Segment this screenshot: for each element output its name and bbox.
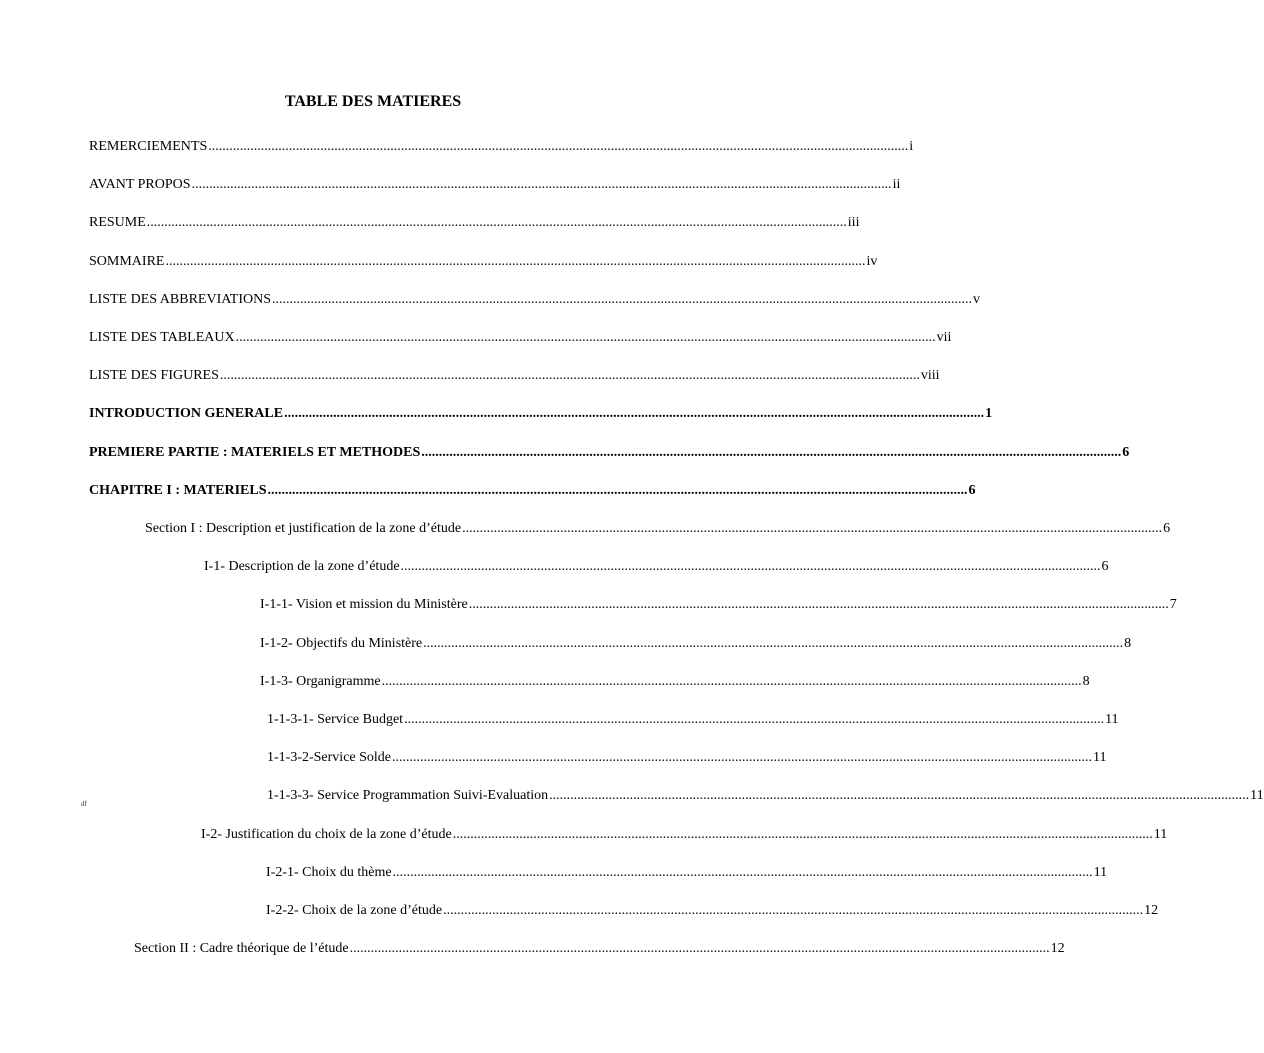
toc-entry <box>89 253 878 271</box>
toc-entry-label: I-1-3- Organigramme <box>260 673 381 689</box>
margin-note: df <box>81 800 87 808</box>
toc-entry-label: REMERCIEMENTS <box>89 139 208 154</box>
dot-leader: ........................................................................................................................................................................................................ <box>400 559 1101 575</box>
toc-entry-page: ii <box>892 177 901 193</box>
toc-entry <box>266 864 1108 882</box>
toc-entry-page: 11 <box>1153 826 1168 842</box>
toc-entry-label: CHAPITRE I : MATERIELS <box>89 482 267 498</box>
dot-leader: ........................................................................................................................................................................................................ <box>468 597 1169 613</box>
dot-leader: ........................................................................................................................................................................................................ <box>421 444 1122 460</box>
toc-entry-label: Section II : Cadre théorique de l’étude <box>134 941 349 957</box>
toc-entry-label: Section I : Description et justification de la zone d’étude <box>145 521 462 536</box>
toc-entry <box>89 329 952 347</box>
toc-entry-page: 1 <box>985 406 993 422</box>
dot-leader: ........................................................................................................................................................................................................ <box>443 903 1144 918</box>
toc-entry-label: LISTE DES FIGURES <box>89 368 219 384</box>
dot-leader: ........................................................................................................................................................................................................ <box>452 826 1153 842</box>
dot-leader: ........................................................................................................................................................................................................ <box>549 788 1250 804</box>
toc-entry <box>89 444 1130 462</box>
toc-entry-page: 7 <box>1169 597 1177 613</box>
toc-entry <box>260 596 1177 614</box>
dot-leader: ........................................................................................................................................................................................................ <box>165 253 866 269</box>
toc-entry-label: I-2-1- Choix du thème <box>266 864 392 880</box>
toc-entry-label: LISTE DES TABLEAUX <box>89 330 235 345</box>
toc-entry <box>204 558 1109 576</box>
dot-leader: ........................................................................................................................................................................................................ <box>392 864 1093 880</box>
toc-entry-page: 11 <box>1250 788 1264 804</box>
toc-entry <box>89 291 981 309</box>
toc-entry-label: 1-1-3-3- Service Programmation Suivi-Evaluation <box>267 788 549 804</box>
toc-entry <box>267 711 1119 729</box>
toc-entry <box>89 405 993 423</box>
dot-leader: ........................................................................................................................................................................................................ <box>219 368 920 384</box>
toc-entry-label: RESUME <box>89 215 146 231</box>
toc-entry-page: iii <box>847 215 860 231</box>
toc-entry <box>201 826 1168 844</box>
toc-entry-label: 1-1-3-1- Service Budget <box>267 712 404 727</box>
toc-entry <box>89 367 940 385</box>
dot-leader: ........................................................................................................................................................................................................ <box>208 139 909 154</box>
dot-leader: ........................................................................................................................................................................................................ <box>392 750 1093 766</box>
dot-leader: ........................................................................................................................................................................................................ <box>284 406 985 422</box>
dot-leader: ........................................................................................................................................................................................................ <box>146 215 847 231</box>
toc-entry-page: 11 <box>1105 712 1119 727</box>
toc-entry-label: PREMIERE PARTIE : MATERIELS ET METHODES <box>89 444 421 460</box>
toc-entry-page: 6 <box>1163 521 1171 536</box>
toc-entry-page: 6 <box>1122 444 1130 460</box>
toc-entry <box>89 482 976 500</box>
dot-leader: ........................................................................................................................................................................................................ <box>267 482 968 498</box>
toc-entry <box>89 214 860 232</box>
dot-leader: ........................................................................................................................................................................................................ <box>235 330 936 345</box>
toc-entry-label: 1-1-3-2-Service Solde <box>267 750 392 766</box>
toc-entry-page: 12 <box>1144 903 1159 918</box>
toc-entry <box>89 176 901 194</box>
toc-entry-page: vii <box>936 330 952 345</box>
toc-entry <box>267 749 1107 767</box>
dot-leader: ........................................................................................................................................................................................................ <box>462 521 1163 536</box>
toc-entry-page: v <box>973 291 981 307</box>
dot-leader: ........................................................................................................................................................................................................ <box>423 635 1124 651</box>
toc-entry <box>267 787 1264 805</box>
toc-entry <box>260 635 1132 653</box>
dot-leader: ........................................................................................................................................................................................................ <box>381 673 1082 689</box>
toc-entry <box>89 138 914 156</box>
toc-entry-label: I-2- Justification du choix de la zone d’étude <box>201 826 452 842</box>
dot-leader: ........................................................................................................................................................................................................ <box>191 177 892 193</box>
toc-entry-label: I-1-1- Vision et mission du Ministère <box>260 597 468 613</box>
toc-entry-label: SOMMAIRE <box>89 253 165 269</box>
toc-entry-page: 12 <box>1050 941 1065 957</box>
toc-entry-page: iv <box>866 253 878 269</box>
toc-entry-page: 11 <box>1093 750 1107 766</box>
toc-entry-page: i <box>909 139 914 154</box>
dot-leader: ........................................................................................................................................................................................................ <box>272 291 973 307</box>
toc-entry-label: I-2-2- Choix de la zone d’étude <box>266 903 443 918</box>
toc-entry-label: I-1- Description de la zone d’étude <box>204 559 400 575</box>
toc-entry <box>134 940 1065 958</box>
toc-entry-page: 11 <box>1093 864 1108 880</box>
toc-entry <box>260 673 1090 691</box>
toc-entry-label: AVANT PROPOS <box>89 177 191 193</box>
page-title: TABLE DES MATIERES <box>284 93 462 110</box>
toc-entry-page: 8 <box>1124 635 1132 651</box>
toc-entry-label: INTRODUCTION GENERALE <box>89 406 284 422</box>
toc-entry-label: LISTE DES ABBREVIATIONS <box>89 291 272 307</box>
toc-entry-page: 8 <box>1082 673 1090 689</box>
dot-leader: ........................................................................................................................................................................................................ <box>404 712 1105 727</box>
toc-entry-page: 6 <box>968 482 976 498</box>
dot-leader: ........................................................................................................................................................................................................ <box>349 941 1050 957</box>
toc-entry-page: 6 <box>1101 559 1109 575</box>
toc-entry-page: viii <box>920 368 940 384</box>
toc-entry-label: I-1-2- Objectifs du Ministère <box>260 635 423 651</box>
toc-entry <box>266 902 1159 920</box>
toc-entry <box>145 520 1171 538</box>
